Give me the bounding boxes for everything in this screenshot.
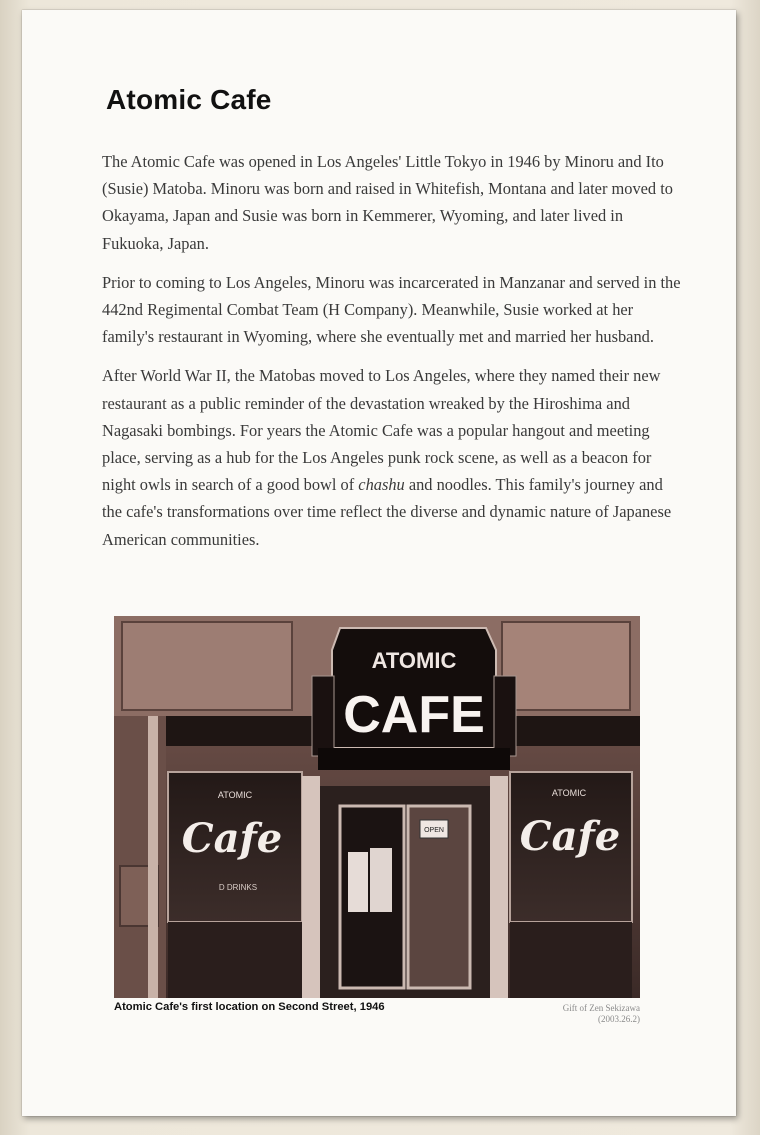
panel-title: Atomic Cafe — [106, 84, 272, 115]
window-script-right: Cafe — [519, 813, 621, 860]
window-small-left: D DRINKS — [218, 883, 258, 892]
window-arc-left: ATOMIC — [217, 790, 253, 800]
paragraph-1: The Atomic Cafe was opened in Los Angeles' Little Tokyo in 1946 by Minoru and Ito (Susie) Matoba. Minoru was born and raised in Whitefish, Montana and later moved to Okayama, Japan and Susie was born in Kemmerer, Wyoming, and later lived in Fukuoka, Japan. — [102, 152, 673, 253]
storefront-illustration — [114, 616, 640, 998]
credit-donor: Gift of Zen Sekizawa — [562, 1003, 640, 1013]
window-script-left: Cafe — [181, 815, 283, 862]
paragraph-3 — [102, 362, 682, 552]
sign-atomic-text: ATOMIC — [371, 648, 457, 673]
historic-photo — [114, 616, 640, 998]
sign-cafe-text: CAFE — [343, 686, 485, 744]
photo-credit — [492, 1003, 640, 1025]
paragraph-3-start: After World War II, the Matobas moved to Los Angeles, where they named their new restaurant as a public reminder of the devastation wreaked by the Hiroshima and Nagasaki bombings. For years the Atomic Cafe was a popular hangout and meeting place, serving as a hub for the Los Angeles punk rock scene, as well as a beacon for night owls in search of a good bowl of — [102, 366, 661, 495]
photo-caption: Atomic Cafe's first location on Second Street, 1946 — [114, 1001, 385, 1013]
body-text — [102, 148, 682, 565]
exhibit-panel — [22, 10, 736, 1116]
paragraph-2: Prior to coming to Los Angeles, Minoru was incarcerated in Manzanar and served in the 442nd Regimental Combat Team (H Company). Meanwhile, Susie worked at her family's restaurant in Wyoming, where she eventually met and married her husband. — [102, 272, 681, 347]
paragraph-3-end: and noodles. This family's journey and the cafe's transformations over time reflect the diverse and dynamic nature of Japanese American communities. — [102, 475, 672, 549]
chashu-term: chashu — [358, 475, 405, 495]
window-arc-right: ATOMIC — [551, 788, 587, 798]
door-open-sign: OPEN — [424, 827, 444, 834]
credit-accession: (2003.26.2) — [598, 1014, 640, 1024]
